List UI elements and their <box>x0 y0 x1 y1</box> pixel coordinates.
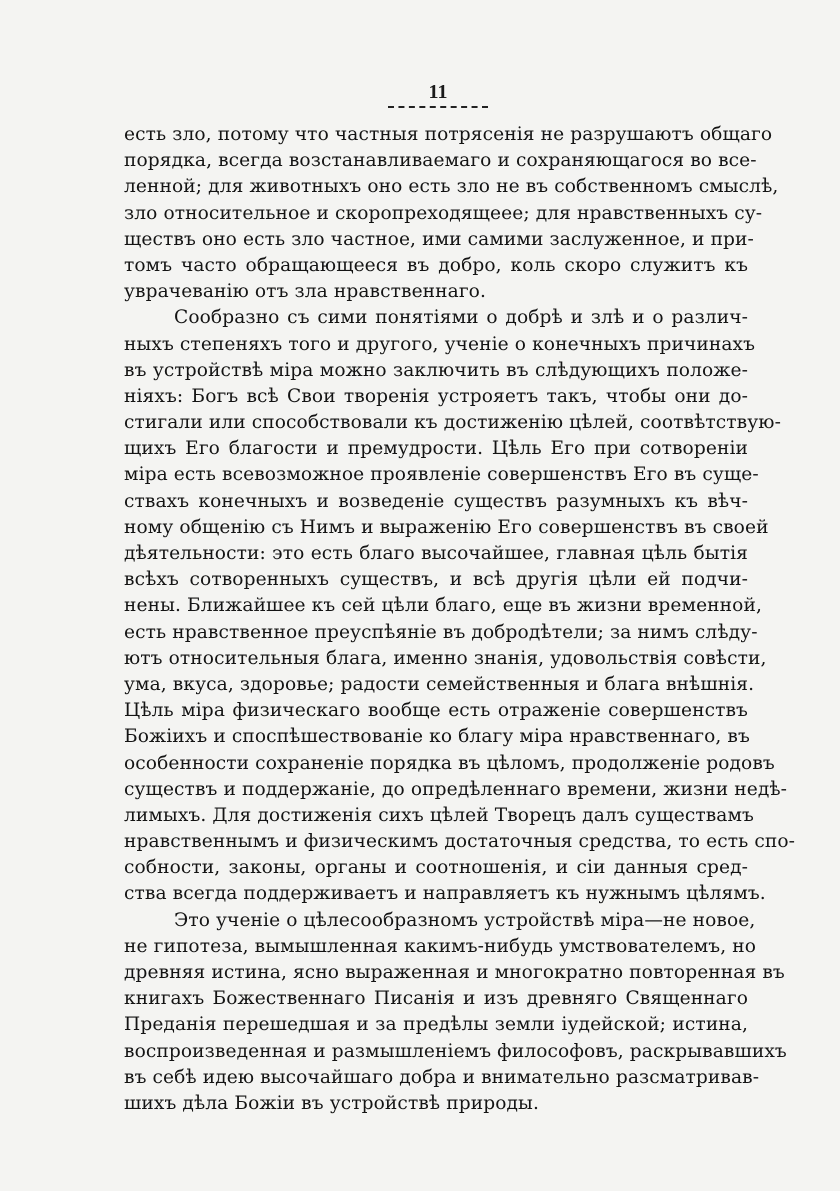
text-line: ніяхъ: Богъ всѣ Свои творенія устрояетъ такъ, чтобы они до- <box>124 385 748 407</box>
text-line: нравственнымъ и физическимъ достаточныя средства, то есть спо- <box>124 831 796 853</box>
text-line: Цѣль міра физическаго вообще есть отраженіе совершенствъ <box>124 700 748 722</box>
page-number: 11 <box>388 80 488 108</box>
paragraph-2 <box>124 305 796 907</box>
text-line: собности, законы, органы и соотношенія, и сіи данныя сред- <box>124 857 748 879</box>
text-line: зло относительное и скоропреходящеее; для нравственныхъ су- <box>124 202 763 224</box>
paragraph-1 <box>124 122 779 305</box>
text-line: щихъ Его благости и премудрости. Цѣль Его при сотвореніи <box>124 438 748 460</box>
text-line: въ себѣ идею высочайшаго добра и внимательно разсматривав- <box>124 1066 760 1088</box>
text-line: ществъ оно есть зло частное, ими самими заслуженное, и при- <box>124 228 754 250</box>
text-line: шихъ дѣла Божіи въ устройствѣ природы. <box>124 1092 539 1114</box>
text-line: всѣхъ сотворенныхъ существъ, и всѣ другія цѣли ей подчи- <box>124 569 748 591</box>
text-line: есть нравственное преуспѣяніе въ добродѣтели; за нимъ слѣду- <box>124 621 758 643</box>
text-line: не гипотеза, вымышленная какимъ-нибудь умствователемъ, но <box>124 935 757 957</box>
text-line: ному общенію съ Нимъ и выраженію Его совершенствъ въ своей <box>124 516 769 538</box>
text-line: Преданія перешедшая и за предѣлы земли іудейской; истина, <box>124 1014 748 1036</box>
text-line: лимыхъ. Для достиженія сихъ цѣлей Творецъ далъ существамъ <box>124 804 754 826</box>
text-line: дѣятельности: это есть благо высочайшее, главная цѣль бытія <box>124 543 748 564</box>
text-line: Сообразно съ сими понятіями о добрѣ и злѣ и о различ- <box>174 307 748 329</box>
text-line: воспроизведенная и размышленіемъ философовъ, раскрывавшихъ <box>124 1040 787 1062</box>
body-text <box>124 122 796 1117</box>
text-line: стигали или способствовали къ достиженію цѣлей, соотвѣтствую- <box>124 412 781 434</box>
text-line: ума, вкуса, здоровье; радости семейственныя и блага внѣшнія. <box>124 673 755 695</box>
text-line: существъ и поддержаніе, до опредѣленнаго времени, жизни недѣ- <box>124 778 788 800</box>
text-line: ютъ относительныя блага, именно знанія, удовольствія совѣсти, <box>124 647 767 669</box>
text-line: порядка, всегда возстанавливаемаго и сохраняющагося во все- <box>124 150 757 172</box>
text-line: Это ученіе о цѣлесообразномъ устройствѣ міра—не новое, <box>174 909 756 931</box>
text-line: ства всегда поддерживаетъ и направляетъ къ нужнымъ цѣлямъ. <box>124 883 766 905</box>
text-line: міра есть всевозможное проявленіе совершенствъ Его въ суще- <box>124 464 759 486</box>
text-line: томъ часто обращающееся въ добро, коль скоро служитъ къ <box>124 254 748 276</box>
text-line: ленной; для животныхъ оно есть зло не въ собственномъ смыслѣ, <box>124 176 779 198</box>
text-line: Божіихъ и споспѣшествованіе ко благу міра нравственнаго, въ <box>124 726 750 748</box>
text-line: особенности сохраненіе порядка въ цѣломъ, продолженіе родовъ <box>124 752 775 774</box>
text-line: ныхъ степеняхъ того и другого, ученіе о конечныхъ причинахъ <box>124 333 756 355</box>
paragraph-3 <box>124 908 787 1118</box>
text-line: есть зло, потому что частныя потрясенія не разрушаютъ общаго <box>124 124 773 145</box>
text-line: уврачеванію отъ зла нравственнаго. <box>124 281 486 303</box>
text-line: ствахъ конечныхъ и возведеніе существъ разумныхъ къ вѣч- <box>124 490 748 512</box>
text-line: книгахъ Божественнаго Писанія и изъ древняго Священнаго <box>124 988 748 1010</box>
text-line: нены. Ближайшее къ сей цѣли благо, еще въ жизни временной, <box>124 595 762 617</box>
text-line: въ устройствѣ міра можно заключить въ слѣдующихъ положе- <box>124 359 748 381</box>
text-line: древняя истина, ясно выраженная и многократно повторенная въ <box>124 962 785 983</box>
